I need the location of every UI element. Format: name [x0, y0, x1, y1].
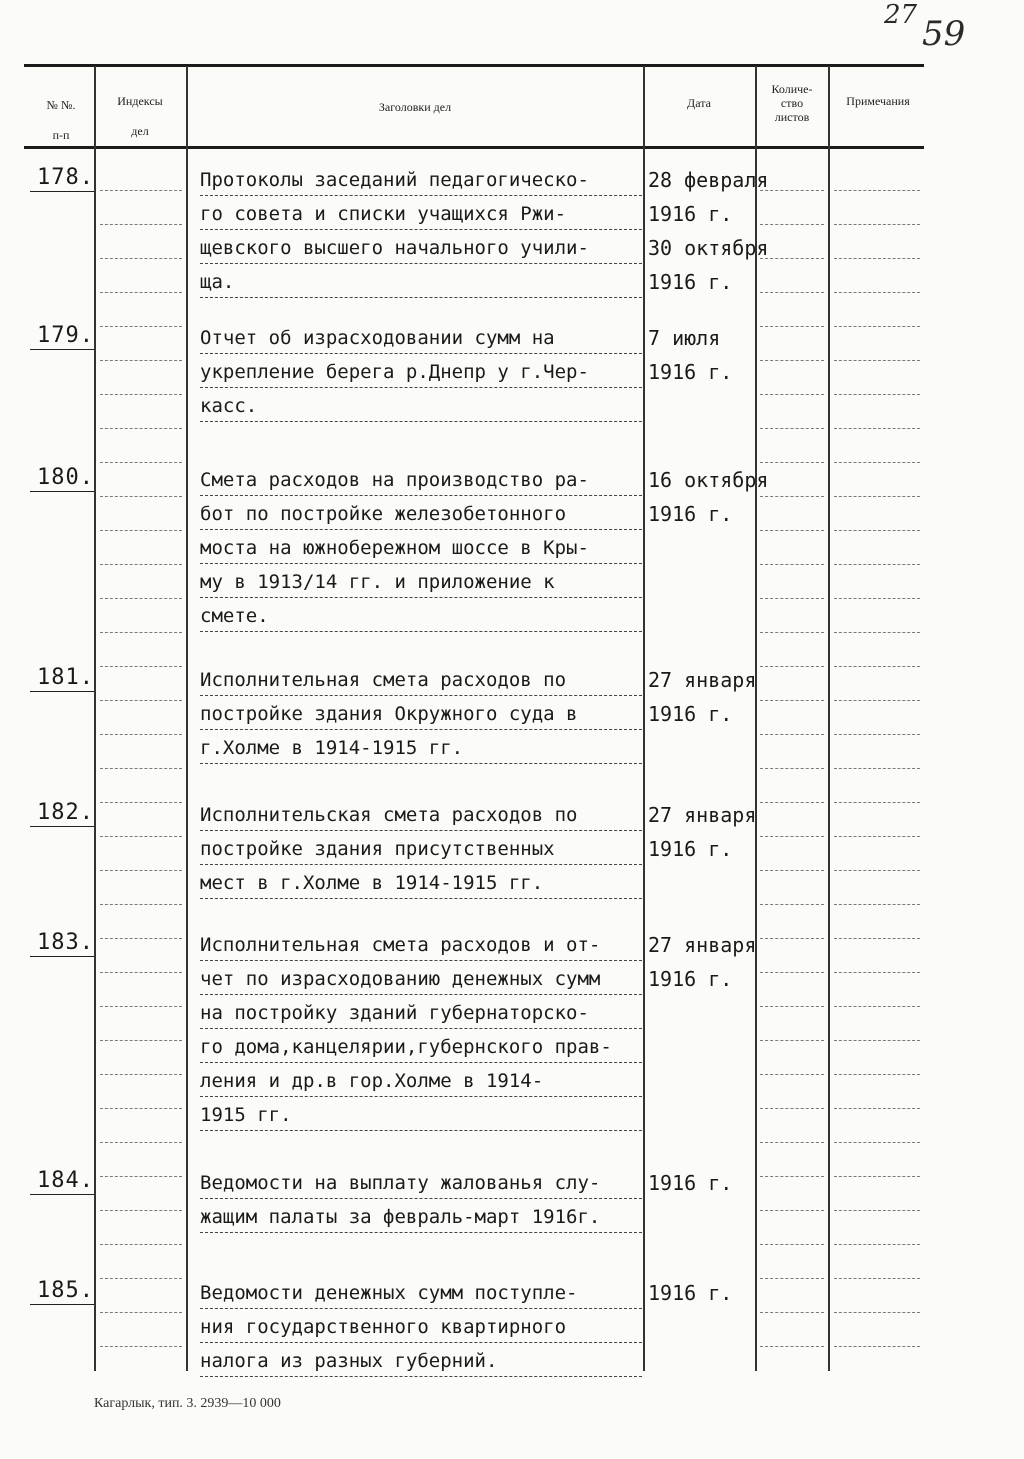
- row-guide-line: [834, 292, 920, 294]
- entry-number: 179.: [30, 323, 94, 350]
- row-guide-line: [834, 768, 920, 770]
- row-guide-line: [760, 1108, 824, 1110]
- row-guide-line: [834, 802, 920, 804]
- entry-title-line: на постройку зданий губернаторско-: [200, 998, 642, 1029]
- entry-title-line: Отчет об израсходовании сумм на: [200, 323, 642, 354]
- entry-title-line: жащим палаты за февраль-март 1916г.: [200, 1202, 642, 1233]
- row-guide-line: [100, 1176, 182, 1178]
- entry-title-line: ща.: [200, 267, 642, 298]
- row-guide-line: [834, 1006, 920, 1008]
- row-guide-line: [834, 836, 920, 838]
- entry-title-line: Исполнительная смета расходов по: [200, 665, 642, 696]
- row-guide-line: [100, 836, 182, 838]
- entry-date-line: 27 января: [648, 933, 757, 957]
- entry-title-line: ния государственного квартирного: [200, 1312, 642, 1343]
- entry-title-line: щевского высшего начального учили-: [200, 233, 642, 264]
- entry-title-line: Смета расходов на производство ра-: [200, 465, 642, 496]
- entry-date-line: 27 января: [648, 668, 757, 692]
- entry-title-line: му в 1913/14 гг. и приложение к: [200, 567, 642, 598]
- row-guide-line: [834, 598, 920, 600]
- entry-title-line: мест в г.Холме в 1914-1915 гг.: [200, 868, 642, 899]
- entry-title-line: Ведомости денежных сумм поступле-: [200, 1278, 642, 1309]
- row-guide-line: [834, 870, 920, 872]
- entry-title-line: Ведомости на выплату жалованья слу-: [200, 1168, 642, 1199]
- row-guide-line: [100, 530, 182, 532]
- row-guide-line: [100, 1312, 182, 1314]
- entry-date-line: 30 октября: [648, 236, 769, 260]
- row-guide-line: [834, 530, 920, 532]
- row-guide-line: [834, 1312, 920, 1314]
- row-guide-line: [760, 598, 824, 600]
- entry-date-line: 16 октября: [648, 468, 769, 492]
- row-guide-line: [760, 428, 824, 430]
- row-guide-line: [100, 904, 182, 906]
- entry-date-line: 1916 г.: [648, 360, 733, 384]
- entry-title-line: постройке здания присутственных: [200, 834, 642, 865]
- entry-date-line: 1916 г.: [648, 502, 733, 526]
- row-guide-line: [760, 1346, 824, 1348]
- row-guide-line: [760, 1244, 824, 1246]
- row-guide-line: [100, 870, 182, 872]
- row-guide-line: [100, 462, 182, 464]
- row-guide-line: [834, 1142, 920, 1144]
- entry-title-line: налога из разных губерний.: [200, 1346, 642, 1377]
- row-guide-line: [834, 938, 920, 940]
- row-guide-line: [834, 972, 920, 974]
- row-guide-line: [834, 1278, 920, 1280]
- row-guide-line: [834, 258, 920, 260]
- row-guide-line: [100, 1108, 182, 1110]
- row-guide-line: [834, 1210, 920, 1212]
- row-guide-line: [100, 190, 182, 192]
- entry-date-line: 7 июля: [648, 326, 721, 350]
- row-guide-line: [100, 802, 182, 804]
- entry-title-line: Исполнительская смета расходов по: [200, 800, 642, 831]
- column-divider: [94, 66, 96, 1371]
- row-guide-line: [100, 1074, 182, 1076]
- entry-number: 180.: [30, 465, 94, 492]
- entry-date-line: 1916 г.: [648, 270, 733, 294]
- entry-title-line: постройке здания Окружного суда в: [200, 699, 642, 730]
- header-date: Дата: [687, 96, 711, 110]
- entry-number: 182.: [30, 800, 94, 827]
- row-guide-line: [100, 972, 182, 974]
- row-guide-line: [100, 1210, 182, 1212]
- row-guide-line: [100, 360, 182, 362]
- entry-title-line: укрепление берега р.Днепр у г.Чер-: [200, 357, 642, 388]
- row-guide-line: [834, 190, 920, 192]
- row-guide-line: [834, 1108, 920, 1110]
- row-guide-line: [834, 1176, 920, 1178]
- row-guide-line: [760, 1074, 824, 1076]
- row-guide-line: [100, 1278, 182, 1280]
- row-guide-line: [834, 904, 920, 906]
- row-guide-line: [834, 666, 920, 668]
- row-guide-line: [834, 734, 920, 736]
- row-guide-line: [760, 768, 824, 770]
- top-rule: [24, 64, 924, 67]
- entry-date-line: 27 января: [648, 803, 757, 827]
- row-guide-line: [100, 224, 182, 226]
- row-guide-line: [834, 1244, 920, 1246]
- row-guide-line: [760, 870, 824, 872]
- entry-date-line: 1916 г.: [648, 967, 733, 991]
- printer-footer: Кагарлык, тип. 3. 2939—10 000: [94, 1396, 281, 1411]
- entry-number: 185.: [30, 1278, 94, 1305]
- entry-date-line: 1916 г.: [648, 1281, 733, 1305]
- row-guide-line: [760, 1040, 824, 1042]
- header-rule: [24, 146, 924, 149]
- entry-number: 178.: [30, 165, 94, 192]
- row-guide-line: [760, 496, 824, 498]
- entry-title-line: 1915 гг.: [200, 1100, 642, 1131]
- entry-number: 181.: [30, 665, 94, 692]
- entry-title-line: го совета и списки учащихся Ржи-: [200, 199, 642, 230]
- row-guide-line: [100, 394, 182, 396]
- row-guide-line: [100, 632, 182, 634]
- column-divider: [643, 66, 645, 1371]
- row-guide-line: [760, 530, 824, 532]
- row-guide-line: [834, 394, 920, 396]
- row-guide-line: [834, 1040, 920, 1042]
- row-guide-line: [760, 1210, 824, 1212]
- row-guide-line: [760, 904, 824, 906]
- row-guide-line: [100, 666, 182, 668]
- row-guide-line: [834, 1074, 920, 1076]
- row-guide-line: [760, 1006, 824, 1008]
- entry-title-line: Протоколы заседаний педагогическо-: [200, 165, 642, 196]
- row-guide-line: [100, 564, 182, 566]
- row-guide-line: [760, 1312, 824, 1314]
- row-guide-line: [100, 326, 182, 328]
- row-guide-line: [834, 224, 920, 226]
- row-guide-line: [100, 1346, 182, 1348]
- row-guide-line: [100, 768, 182, 770]
- entry-date-line: 1916 г.: [648, 202, 733, 226]
- row-guide-line: [100, 258, 182, 260]
- row-guide-line: [834, 496, 920, 498]
- row-guide-line: [834, 360, 920, 362]
- entry-title-line: ления и др.в гор.Холме в 1914-: [200, 1066, 642, 1097]
- row-guide-line: [760, 394, 824, 396]
- row-guide-line: [100, 598, 182, 600]
- entry-title-line: моста на южнобережном шоссе в Кры-: [200, 533, 642, 564]
- entry-title-line: касс.: [200, 391, 642, 422]
- column-divider: [186, 66, 188, 1371]
- page-number: 59: [922, 14, 966, 54]
- column-divider: [828, 66, 830, 1371]
- row-guide-line: [834, 564, 920, 566]
- row-guide-line: [100, 428, 182, 430]
- header-title: Заголовки дел: [378, 100, 452, 114]
- row-guide-line: [100, 1040, 182, 1042]
- header-notes: Примечания: [846, 94, 910, 108]
- header-num: № №. п-п: [46, 98, 76, 142]
- entry-title-line: Исполнительная смета расходов и от-: [200, 930, 642, 961]
- row-guide-line: [100, 292, 182, 294]
- entry-title-line: чет по израсходованию денежных сумм: [200, 964, 642, 995]
- entry-date-line: 1916 г.: [648, 1171, 733, 1195]
- old-page-number: 27: [884, 0, 918, 30]
- entry-date-line: 1916 г.: [648, 702, 733, 726]
- row-guide-line: [100, 938, 182, 940]
- entry-title-line: г.Холме в 1914-1915 гг.: [200, 733, 642, 764]
- row-guide-line: [100, 496, 182, 498]
- entry-number: 184.: [30, 1168, 94, 1195]
- entry-title-line: го дома,канцелярии,губернского прав-: [200, 1032, 642, 1063]
- row-guide-line: [760, 564, 824, 566]
- row-guide-line: [100, 1006, 182, 1008]
- row-guide-line: [100, 1142, 182, 1144]
- row-guide-line: [100, 1244, 182, 1246]
- row-guide-line: [834, 700, 920, 702]
- row-guide-line: [834, 326, 920, 328]
- row-guide-line: [100, 734, 182, 736]
- row-guide-line: [834, 462, 920, 464]
- entry-title-line: смете.: [200, 601, 642, 632]
- row-guide-line: [834, 632, 920, 634]
- row-guide-line: [760, 1142, 824, 1144]
- row-guide-line: [760, 734, 824, 736]
- row-guide-line: [100, 700, 182, 702]
- entry-title-line: бот по постройке железобетонного: [200, 499, 642, 530]
- entry-date-line: 28 февраля: [648, 168, 769, 192]
- entry-date-line: 1916 г.: [648, 837, 733, 861]
- row-guide-line: [834, 1346, 920, 1348]
- header-sheets: Количе- ство листов: [771, 82, 813, 124]
- row-guide-line: [760, 462, 824, 464]
- header-index: Индексы дел: [117, 94, 163, 138]
- row-guide-line: [834, 428, 920, 430]
- entry-number: 183.: [30, 930, 94, 957]
- row-guide-line: [760, 632, 824, 634]
